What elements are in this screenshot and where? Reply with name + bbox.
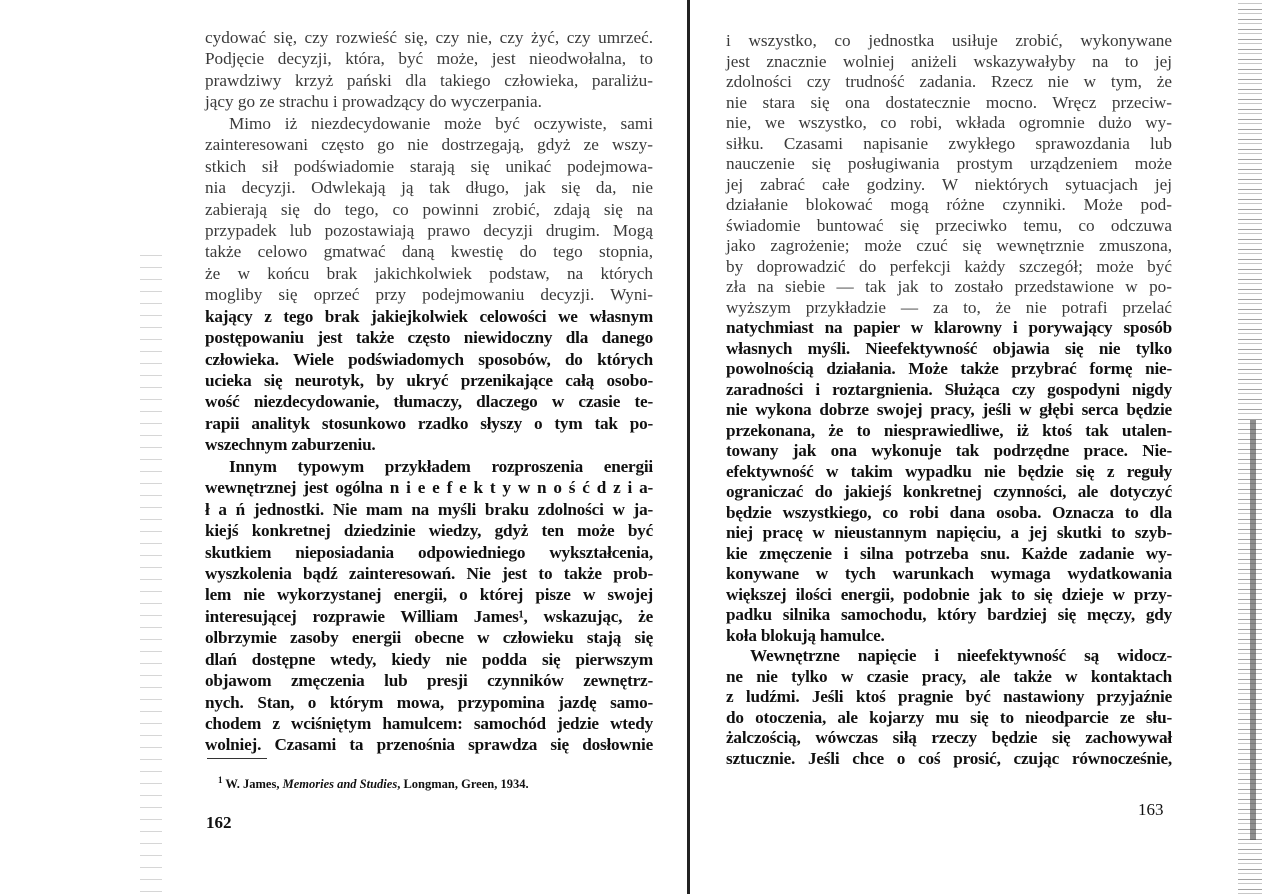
text-line: efektywność w takim wypadku nie będzie się z reguły (726, 461, 1172, 481)
footnote-number: 1 (218, 775, 223, 785)
text-line: rapii analityk stosunkowo rzadko słyszy o tym tak po- (205, 413, 653, 433)
text-line: większej ilości energii, podobnie jak to się dzieje w przy- (726, 584, 1172, 604)
text-line: jest znacznie wolniej aniżeli wskazywałyby na to jej (726, 51, 1172, 71)
text-line: nie wykona dobrze swojej pracy, jeśli w głębi serca będzie (726, 400, 1172, 419)
text-line: jej zabrać całe godziny. W niektórych sytuacjach jej (726, 174, 1172, 194)
text-line: stkich sił podświadomie starają się unikać podejmowa- (205, 156, 653, 176)
text-line: by doprowadzić do perfekcji każdy szczegół; może być (726, 256, 1172, 276)
text-line: ograniczać do jakiejś konkretnej czynności, ale dotyczyć (726, 482, 1172, 501)
text-line: koła blokują hamulce. (726, 625, 885, 645)
text-line: kiejś konkretnej dziedzinie wiedzy, gdyż ten może być (205, 521, 653, 541)
text-line: kający z tego brak jakiejkolwiek celowości we własnym (205, 306, 653, 326)
text-line: powolnością działania. Może także przybrać formę nie- (726, 359, 1172, 378)
text-line: ucieka się neurotyk, by ukryć przenikające całą osobo- (205, 371, 653, 390)
text-line: postępowaniu jest także często niewidoczny dla danego (205, 328, 653, 348)
book-gutter (687, 0, 690, 894)
text-line: przypadek lub pozostawiają prawo decyzji drugim. Mogą (205, 220, 653, 240)
text-line: zła na siebie — tak jak to zostało przedstawione w po- (726, 277, 1172, 296)
text-line: jako zagrożenie; może czuć się wewnętrznie zmuszona, (726, 236, 1172, 255)
text-line: wewnętrznej jest ogólna n i e e f e k t y w n o ś ć d z i a- (205, 478, 653, 498)
text-line: lem nie wykorzystanej energii, o której pisze w swojej (205, 585, 653, 605)
page-number-left: 162 (206, 813, 232, 832)
text-line: wolniej. Czasami ta przenośnia sprawdza się dosłownie (205, 735, 653, 755)
scan-edge-left (140, 250, 162, 894)
text-line: nia decyzji. Odwlekają ją tak długo, jak się da, nie (205, 178, 653, 198)
text-line: sztucznie. Jeśli chce o coś prosić, czując równocześnie, (726, 748, 1172, 768)
text-line: kie zmęczenie i silna potrzeba snu. Każde zadanie wy- (726, 543, 1172, 563)
text-line: nych. Stan, o którym mowa, przypomina jazdę samo- (205, 692, 653, 712)
text-line: że w końcu brak jakichkolwiek podstaw, na których (205, 263, 653, 283)
text-line: niej pracę w nieustannym napięciu, a jej skutki to szyb- (726, 523, 1172, 542)
text-line: zainteresowani często go nie dostrzegają, gdyż ze wszy- (205, 135, 653, 155)
text-line: towany jak ona wykonuje tak podrzędne prace. Nie- (726, 441, 1172, 460)
text-line: wyższym przykładzie — za to, że nie potrafi przelać (726, 297, 1172, 317)
text-line: zabierają się do tego, co powinni zrobić, zdają się na (205, 199, 653, 219)
text-line: nie stara się ona dostatecznie mocno. Wręcz przeciw- (726, 92, 1172, 112)
text-line: Innym typowym przykładem rozproszenia energii (229, 456, 653, 476)
text-line: padku silnika samochodu, który bardziej się męczy, gdy (726, 605, 1172, 624)
text-line: człowieka. Wiele podświadomych sposobów, do których (205, 349, 653, 369)
text-line: działanie blokować mogą różne czynniki. Może pod- (726, 195, 1172, 214)
footnote-title: Memories and Studies (282, 777, 398, 792)
text-line: zdolności czy trudność zadania. Rzecz nie w tym, że (726, 72, 1172, 91)
text-line: wszechnym zaburzeniu. (205, 435, 376, 455)
text-line: ł a ń jednostki. Nie mam na myśli braku zdolności w ja- (205, 499, 653, 519)
text-line: prawdziwy krzyż pański dla takiego człowieka, paraliżu- (205, 70, 653, 90)
text-line: żalczością, wówczas siłą rzeczy będzie się zachowywał (726, 728, 1172, 747)
text-line: Wewnętrzne napięcie i nieefektywność są widocz- (750, 646, 1172, 665)
text-line: cydować się, czy rozwieść się, czy nie, czy żyć, czy umrzeć. (205, 28, 653, 47)
text-line: chodem z wciśniętym hamulcem: samochód jedzie wtedy (205, 714, 653, 733)
text-line: własnych myśli. Nieefektywność objawia się nie tylko (726, 338, 1172, 358)
text-line: mogliby się oprzeć przy podejmowaniu decyzji. Wyni- (205, 285, 653, 305)
text-line: jący go ze strachu i prowadzący do wyczerpania. (205, 92, 542, 112)
text-line: zaradności i roztargnienia. Służąca czy gospodyni nigdy (726, 379, 1172, 399)
footnote-rule (207, 758, 267, 759)
right-page-text (726, 31, 1172, 769)
footnote-author: W. James, (225, 777, 280, 792)
text-line: nie, we wszystko, co robi, wkłada ogromnie dużo wy- (726, 113, 1172, 132)
text-line: Mimo iż niezdecydowanie może być oczywiste, sami (229, 113, 653, 133)
text-line: świadomie buntować się przeciwko temu, co odczuwa (726, 215, 1172, 235)
text-line: interesującej rozprawie William James¹, wskazując, że (205, 606, 653, 626)
text-line: do otoczenia, ale kojarzy mu się to nieodparcie ze słu- (726, 707, 1172, 727)
text-line: olbrzymie zasoby energii obecne w człowieku stają się (205, 628, 653, 648)
footnote-publisher: , Longman, Green, 1934. (397, 777, 529, 792)
footnote (218, 775, 529, 792)
text-line: przekonana, że to niesprawiedliwe, iż ktoś tak utalen- (726, 420, 1172, 440)
text-line: dlań dostępne wtedy, kiedy nie podda się pierwszym (205, 649, 653, 669)
text-line: wość niezdecydowanie, tłumaczy, dlaczego w czasie te- (205, 392, 653, 412)
scan-edge-right-dark (1250, 420, 1256, 840)
text-line: skutkiem nieposiadania odpowiedniego wykształcenia, (205, 542, 653, 562)
text-line: konywane w tych warunkach wymaga wydatkowania (726, 564, 1172, 583)
text-line: natychmiast na papier w klarowny i porywający sposób (726, 318, 1172, 337)
text-line: siłku. Czasami napisanie zwykłego sprawozdania lub (726, 133, 1172, 153)
text-line: objawom zmęczenia lub presji czynników zewnętrz- (205, 671, 653, 691)
text-line: i wszystko, co jednostka usiłuje zrobić, wykonywane (726, 31, 1172, 50)
text-line: będzie wszystkiego, co robi dana osoba. Oznacza to dla (726, 502, 1172, 522)
page-number-right: 163 (1138, 800, 1164, 819)
text-line: z ludźmi. Jeśli ktoś pragnie być nastawiony przyjaźnie (726, 687, 1172, 706)
text-line: Podjęcie decyzji, która, być może, jest nieodwołalna, to (205, 49, 653, 69)
text-line: nauczenie się posługiwania prostym urządzeniem może (726, 154, 1172, 173)
text-line: także celowo gmatwać daną kwestię do tego stopnia, (205, 242, 653, 262)
left-page-text (205, 27, 653, 756)
text-line: ne nie tylko w czasie pracy, ale także w kontaktach (726, 666, 1172, 686)
text-line: wyszkolenia bądź zainteresowań. Nie jest to także prob- (205, 563, 653, 583)
